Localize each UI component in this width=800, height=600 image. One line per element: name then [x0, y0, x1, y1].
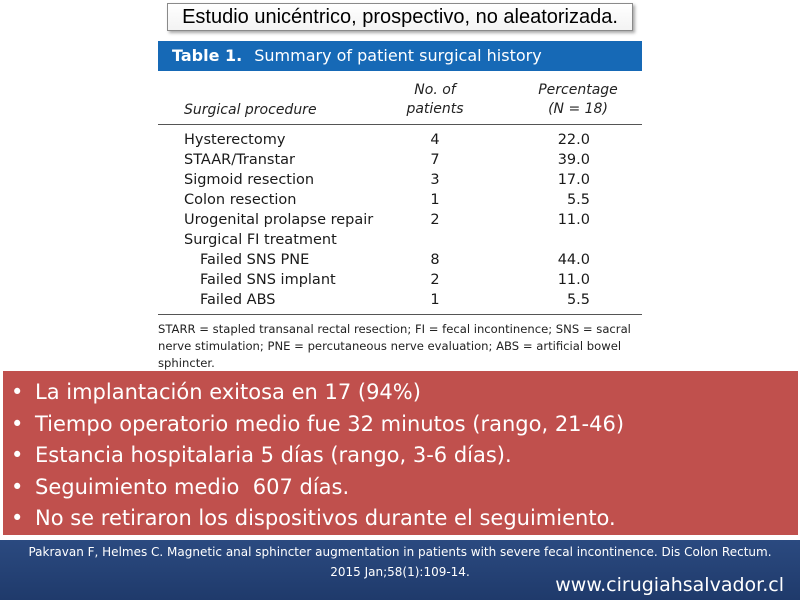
col-header-percentage [538, 81, 618, 119]
table-row [158, 150, 642, 170]
table-footnote: STARR = stapled transanal rectal resection; FI = fecal incontinence; SNS = sacral nerve stimulation; PNE = percutaneous nerve evaluation; ABS = artificial bowel sphincter. [158, 322, 631, 370]
row-patients: 4 [430, 132, 440, 148]
col-header-percentage-line1: Percentage [538, 82, 618, 98]
row-patients: 8 [430, 252, 440, 268]
col-header-percentage-line2: (N = 18) [548, 101, 608, 117]
list-item [11, 440, 624, 472]
table-row [158, 210, 642, 230]
row-procedure: Urogenital prolapse repair [184, 212, 374, 228]
finding-text: Seguimiento medio 607 días. [35, 474, 350, 499]
row-patients: 3 [430, 172, 440, 188]
list-item [11, 503, 624, 535]
row-procedure: Failed SNS implant [200, 272, 336, 288]
list-item [11, 377, 624, 409]
website-url[interactable]: www.cirugiahsalvador.cl [555, 574, 784, 596]
table-caption: Summary of patient surgical history [254, 46, 542, 65]
finding-text: Estancia hospitalaria 5 días (rango, 3-6 días). [35, 443, 512, 467]
row-procedure: Hysterectomy [184, 132, 286, 148]
header-rule [158, 124, 642, 125]
bullet-icon: • [11, 506, 24, 530]
row-percentage: 17.0 [557, 172, 590, 188]
bullet-icon: • [11, 474, 24, 499]
table-caption-bar [158, 41, 642, 71]
citation-line2: 2015 Jan;58(1):109-14. [330, 565, 470, 579]
bullet-icon: • [11, 411, 24, 436]
findings-list [11, 377, 624, 535]
footer-bar [0, 540, 800, 600]
row-procedure: Sigmoid resection [184, 172, 315, 188]
row-patients: 7 [430, 152, 440, 168]
row-percentage: 11.0 [557, 272, 590, 288]
row-percentage: 44.0 [557, 252, 590, 268]
row-procedure: Colon resection [184, 192, 297, 208]
table-row-group-heading [158, 230, 642, 250]
citation-line1: Pakravan F, Helmes C. Magnetic anal sphincter augmentation in patients with severe fecal incontinence. Dis Colon Rectum. [28, 545, 772, 559]
row-procedure: Failed ABS [200, 292, 276, 308]
bullet-icon: • [11, 443, 24, 467]
row-patients: 1 [430, 292, 440, 308]
bullet-icon: • [11, 380, 24, 404]
row-patients: 2 [430, 212, 440, 228]
row-percentage: 22.0 [557, 132, 590, 148]
col-header-patients-line2: patients [406, 101, 464, 117]
finding-text: No se retiraron los dispositivos durante el seguimiento. [35, 506, 616, 530]
table-row [158, 190, 642, 210]
list-item [11, 472, 624, 504]
table-row [158, 290, 642, 310]
finding-text: Tiempo operatorio medio fue 32 minutos (rango, 21-46) [35, 411, 625, 436]
row-procedure: STAAR/Transtar [184, 152, 295, 168]
row-percentage: 11.0 [557, 212, 590, 228]
table-number: Table 1. [172, 46, 243, 65]
col-header-patients [404, 81, 466, 119]
table-row [158, 130, 642, 150]
row-procedure: Surgical FI treatment [184, 232, 337, 248]
finding-text: La implantación exitosa en 17 (94%) [35, 380, 421, 404]
row-percentage: 5.5 [566, 292, 590, 308]
col-header-patients-line1: No. of [414, 82, 456, 98]
summary-table [158, 37, 642, 370]
row-patients: 2 [430, 272, 440, 288]
row-procedure: Failed SNS PNE [200, 252, 310, 268]
table-row [158, 250, 642, 270]
row-percentage: 39.0 [557, 152, 590, 168]
findings-box [3, 371, 798, 535]
row-percentage: 5.5 [566, 192, 590, 208]
row-patients: 1 [430, 192, 440, 208]
col-header-procedure: Surgical procedure [184, 102, 317, 118]
footer-rule [158, 314, 642, 315]
slide-title: Estudio unicéntrico, prospectivo, no aleatorizada. [167, 3, 633, 31]
table-row [158, 270, 642, 290]
table-row [158, 170, 642, 190]
list-item [11, 409, 624, 441]
